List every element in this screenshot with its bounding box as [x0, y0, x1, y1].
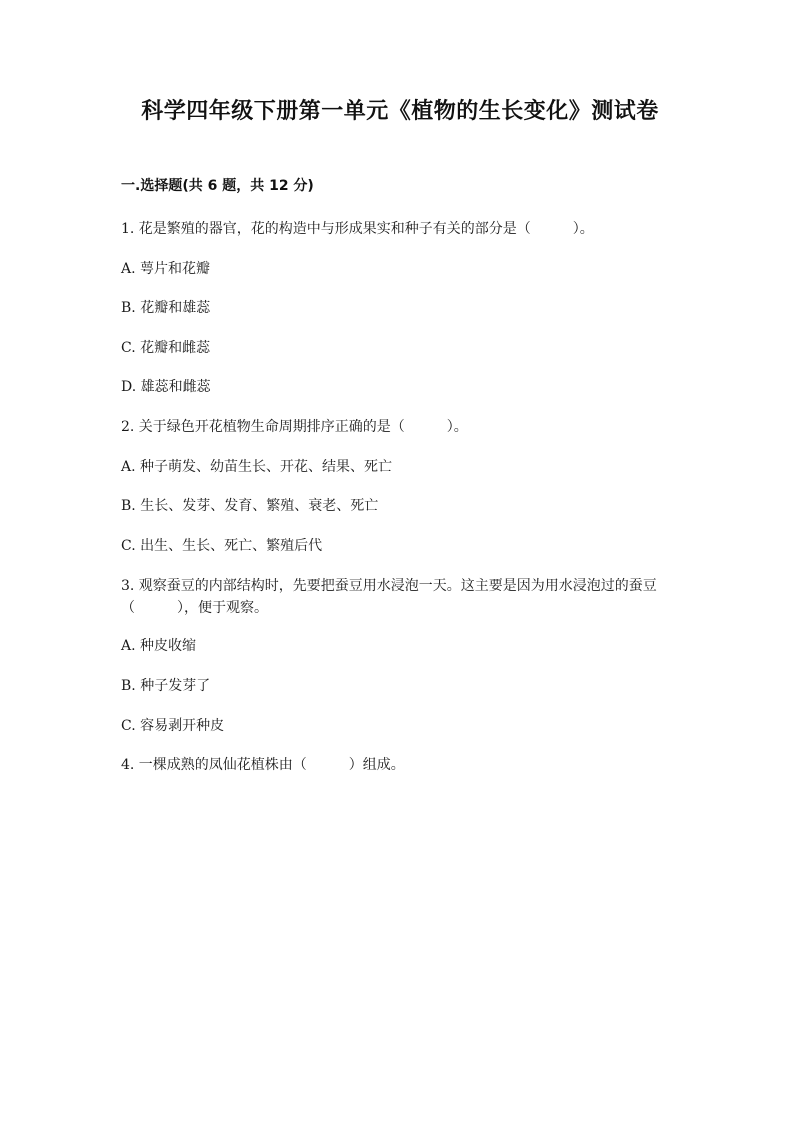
question-4-stem: 4. 一棵成熟的凤仙花植株由（ ）组成。 [121, 757, 405, 773]
question-1-option-b: B. 花瓣和雄蕊 [121, 300, 211, 316]
question-3-stem: 3. 观察蚕豆的内部结构时，先要把蚕豆用水浸泡一天。这主要是因为用水浸泡过的蚕豆（ ），便于观察。 [121, 578, 657, 616]
question-2-option-c: C. 出生、生长、死亡、繁殖后代 [121, 538, 323, 554]
question-2-stem: 2. 关于绿色开花植物生命周期排序正确的是（ ）。 [121, 419, 468, 435]
question-2-option-b: B. 生长、发芽、发育、繁殖、衰老、死亡 [121, 498, 379, 514]
question-1-stem: 1. 花是繁殖的器官，花的构造中与形成果实和种子有关的部分是（ ）。 [121, 221, 594, 237]
page-title: 科学四年级下册第一单元《植物的生长变化》测试卷 [141, 99, 659, 124]
question-1-option-d: D. 雄蕊和雌蕊 [121, 379, 211, 395]
section-heading: 一.选择题(共 6 题，共 12 分) [121, 178, 314, 194]
question-1-option-a: A. 萼片和花瓣 [121, 261, 211, 277]
question-3-option-b: B. 种子发芽了 [121, 678, 211, 694]
question-3-option-c: C. 容易剥开种皮 [121, 718, 225, 734]
question-2-option-a: A. 种子萌发、幼苗生长、开花、结果、死亡 [121, 459, 393, 475]
question-1-option-c: C. 花瓣和雌蕊 [121, 340, 211, 356]
question-3-option-a: A. 种皮收缩 [121, 638, 197, 654]
